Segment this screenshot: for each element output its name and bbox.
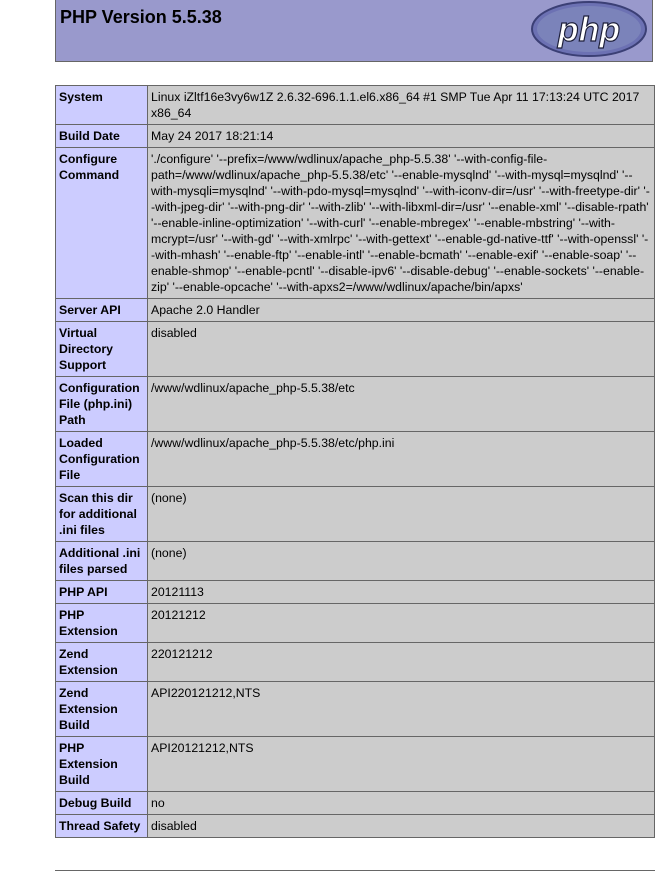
row-value: /www/wdlinux/apache_php-5.5.38/etc xyxy=(148,377,655,432)
row-label: Server API xyxy=(56,299,148,322)
row-label: System xyxy=(56,86,148,125)
row-value: 20121212 xyxy=(148,604,655,643)
table-row xyxy=(56,604,655,643)
row-label: PHP Extension Build xyxy=(56,737,148,792)
row-label: Scan this dir for additional .ini files xyxy=(56,487,148,542)
row-value: disabled xyxy=(148,322,655,377)
table-row xyxy=(56,148,655,299)
row-label: Configure Command xyxy=(56,148,148,299)
row-value: Linux iZltf16e3vy6w1Z 2.6.32-696.1.1.el6.x86_64 #1 SMP Tue Apr 11 17:13:24 UTC 2017 x86_64 xyxy=(148,86,655,125)
table-row xyxy=(56,581,655,604)
php-logo-icon xyxy=(530,0,648,58)
page-title: PHP Version 5.5.38 xyxy=(60,7,222,27)
row-value: './configure' '--prefix=/www/wdlinux/apache_php-5.5.38' '--with-config-file-path=/www/wdlinux/apache_php-5.5.38/etc' '--enable-mysqlnd' '--with-mysql=mysqlnd' '--with-mysqli=mysqlnd' '--with-pdo-mysql=mysqlnd' '--with-iconv-dir=/usr' '--with-freetype-dir' '--with-jpeg-dir' '--with-png-dir' '--with-zlib' '--with-libxml-dir=/usr' '--enable-xml' '--disable-rpath' '--enable-inline-optimization' '--with-curl' '--enable-mbregex' '--enable-mbstring' '--with-mcrypt=/usr' '--with-gd' '--with-xmlrpc' '--with-gettext' '--enable-gd-native-ttf' '--with-openssl' '--with-mhash' '--enable-ftp' '--enable-intl' '--enable-bcmath' '--enable-exif' '--enable-soap' '--enable-shmop' '--enable-pcntl' '--disable-ipv6' '--disable-debug' '--enable-sockets' '--enable-zip' '--enable-opcache' '--with-apxs2=/www/wdlinux/apache/bin/apxs' xyxy=(148,148,655,299)
table-row xyxy=(56,682,655,737)
row-value: API20121212,NTS xyxy=(148,737,655,792)
row-value: /www/wdlinux/apache_php-5.5.38/etc/php.ini xyxy=(148,432,655,487)
row-label: Additional .ini files parsed xyxy=(56,542,148,581)
row-label: Loaded Configuration File xyxy=(56,432,148,487)
info-table-body xyxy=(56,86,655,838)
table-row xyxy=(56,643,655,682)
table-row xyxy=(56,432,655,487)
row-value: disabled xyxy=(148,815,655,838)
row-label: PHP Extension xyxy=(56,604,148,643)
row-label: Zend Extension xyxy=(56,643,148,682)
row-label: Zend Extension Build xyxy=(56,682,148,737)
row-value: API220121212,NTS xyxy=(148,682,655,737)
row-value: (none) xyxy=(148,487,655,542)
row-label: Virtual Directory Support xyxy=(56,322,148,377)
table-row xyxy=(56,86,655,125)
row-label: Thread Safety xyxy=(56,815,148,838)
php-info-table xyxy=(55,85,655,838)
row-label: PHP API xyxy=(56,581,148,604)
row-value: no xyxy=(148,792,655,815)
row-value: 220121212 xyxy=(148,643,655,682)
row-value: 20121113 xyxy=(148,581,655,604)
table-row xyxy=(56,542,655,581)
php-logo-text: php xyxy=(557,11,621,49)
row-value: May 24 2017 18:21:14 xyxy=(148,125,655,148)
php-version-header xyxy=(55,0,653,62)
table-row xyxy=(56,125,655,148)
table-row xyxy=(56,487,655,542)
table-row xyxy=(56,737,655,792)
row-label: Build Date xyxy=(56,125,148,148)
table-row xyxy=(56,792,655,815)
table-row xyxy=(56,299,655,322)
table-row xyxy=(56,815,655,838)
row-label: Debug Build xyxy=(56,792,148,815)
row-value: Apache 2.0 Handler xyxy=(148,299,655,322)
table-row xyxy=(56,322,655,377)
row-label: Configuration File (php.ini) Path xyxy=(56,377,148,432)
row-value: (none) xyxy=(148,542,655,581)
table-row xyxy=(56,377,655,432)
